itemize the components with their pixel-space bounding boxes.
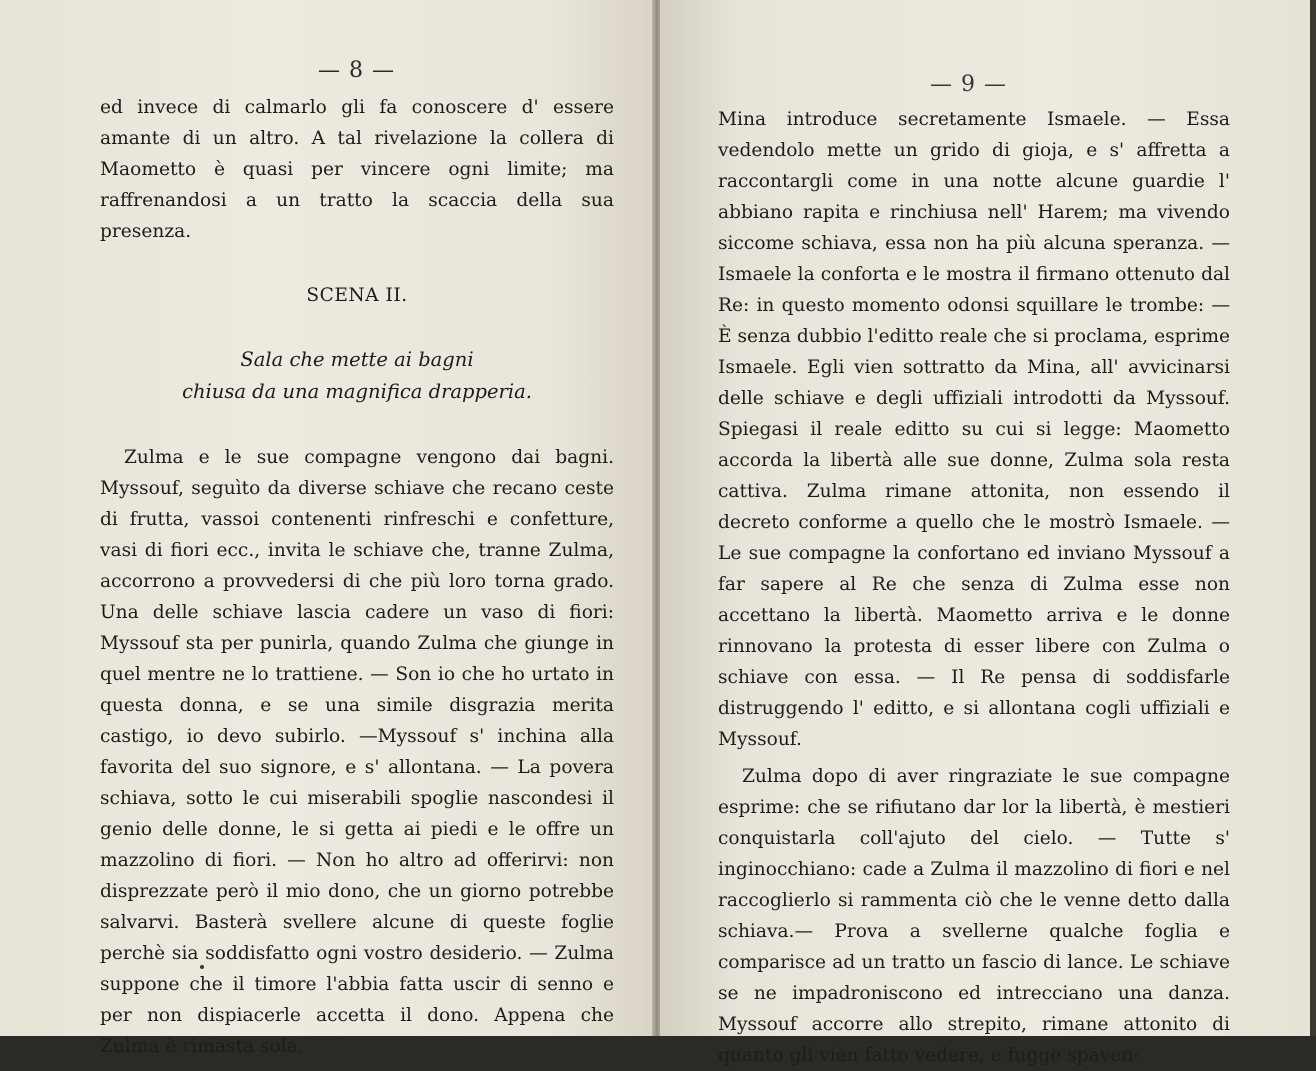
opening-paragraph: ed invece di calmarlo gli fa conoscere d' essere amante di un altro. A tal rivelazione la collera di Maometto è quasi per vincere ogni limite; ma raffrenandosi a un tratto la scaccia della sua presenza. — [100, 97, 614, 242]
right-page-text — [718, 104, 1230, 1071]
page-number: — 9 — — [930, 72, 1007, 97]
scene-paragraph: Zulma e le sue compagne vengono dai bagni. Myssouf, seguìto da diverse schiave che recano ceste di frutta, vassoi contenenti rinfreschi e confetture, vasi di fiori ecc., invita le schiave che, tranne Zulma, accorrono a provvedersi di che più loro torna grado. Una delle schiave lascia cadere un vaso di fiori: Myssouf sta per punirla, quando Zulma che giunge in quel mentre ne lo trattiene. — Son io che ho urtato in questa donna, e se una simile disgrazia merita castigo, io devo subirlo. —Myssouf s' inchina alla favorita del suo signore, e s' allontana. — La povera schiava, sotto le cui miserabili spoglie nascondesi il genio delle donne, le si getta ai piedi e le offre un mazzolino di fiori. — Non ho altro ad offerirvi: non disprezzate però il mio dono, che un giorno potrebbe salvarvi. Basterà svellere alcune di queste foglie perchè sia soddisfatto ogni vostro desiderio. — Zulma suppone che il timore l'abbia fatta uscir di senno e per non dispiacerle accetta il dono. Appena che Zulma è rimasta sola, — [100, 447, 614, 1057]
left-page — [0, 0, 654, 1057]
scene-title: SCENA II. — [306, 285, 408, 306]
scene-paragraph: Zulma dopo di aver ringraziate le sue compagne esprime: che se rifiutano dar lor la libertà, è mestieri conquistarla coll'ajuto del cielo. — Tutte s' inginocchiano: cade a Zulma il mazzolino di fiori e nel raccoglierlo si rammenta ciò che le venne detto dalla schiava.— Prova a svellerne qualche foglia e comparisce ad un tratto un fascio di lance. Le schiave se ne impadroniscono ed intrecciano una danza. Myssouf accorre allo strepito, rimane attonito di quanto gli vien fatto vedere, e fugge spaven- — [718, 766, 1230, 1066]
ink-speck — [200, 965, 204, 969]
left-page-text — [100, 92, 614, 1062]
page-number: — 8 — — [318, 58, 395, 83]
scene-setting — [100, 344, 614, 408]
scene-setting-line: chiusa da una magnifica drapperia. — [182, 380, 532, 403]
scene-paragraph: Mina introduce secretamente Ismaele. — Essa vedendolo mette un grido di gioja, e s' affretta a raccontargli come in una notte alcune guardie l' abbiano rapita e rinchiusa nell' Harem; ma vivendo siccome schiava, essa non ha più alcuna speranza. — Ismaele la conforta e le mostra il firmano ottenuto dal Re: in questo momento odonsi squillare le trombe: — È senza dubbio l'editto reale che si proclama, esprime Ismaele. Egli vien sottratto da Mina, all' avvicinarsi delle schiave e degli uffiziali introdotti da Myssouf. Spiegasi il reale editto su cui si legge: Maometto accorda la libertà alle sue donne, Zulma sola resta cattiva. Zulma rimane attonita, non essendo il decreto conforme a quello che le mostrò Ismaele. — Le sue compagne la confortano ed inviano Myssouf a far sapere al Re che senza di Zulma esse non accettano la libertà. Maometto arriva e le donne rinnovano la protesta di esser libere con Zulma o schiave con essa. — Il Re pensa di soddisfarle distruggendo l' editto, e si allontana cogli uffiziali e Myssouf. — [718, 109, 1230, 750]
scene-setting-line: Sala che mette ai bagni — [240, 348, 474, 371]
right-page — [660, 0, 1310, 1066]
